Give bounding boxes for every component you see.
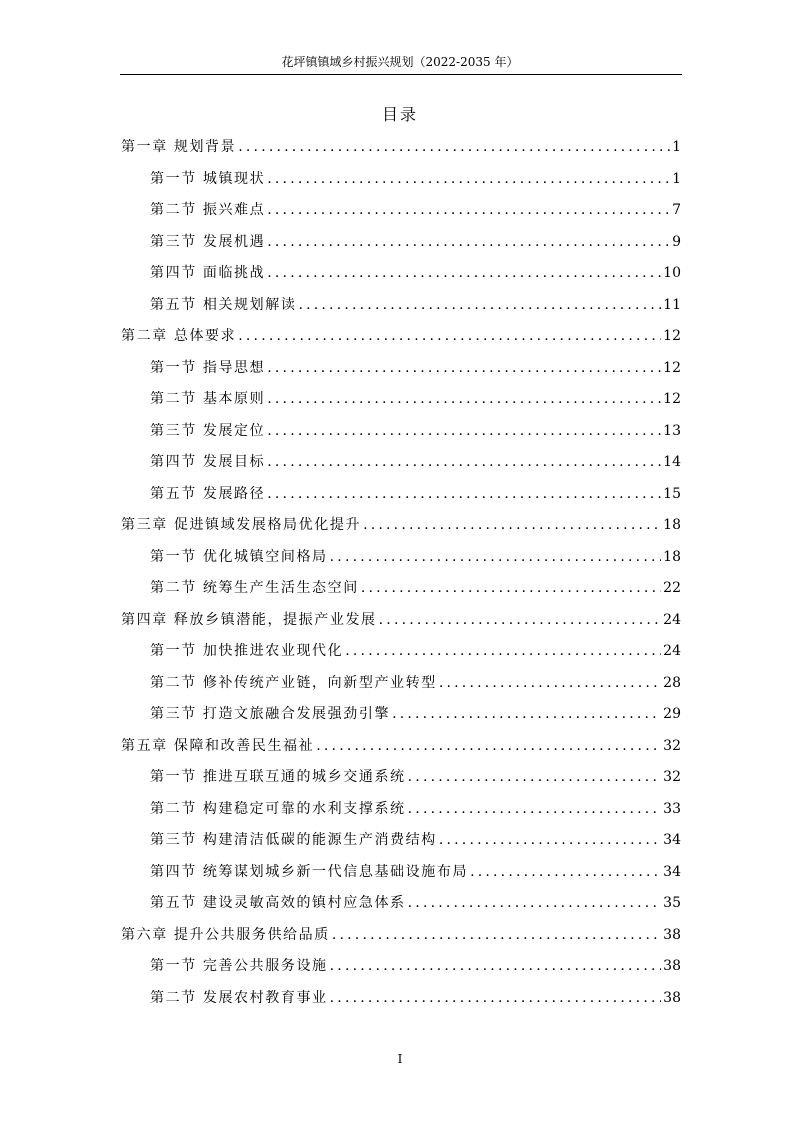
- toc-entry-label: 第二节 振兴难点: [150, 202, 266, 218]
- toc-entry-page: 34: [663, 863, 681, 880]
- toc-entry-page: 29: [663, 706, 681, 722]
- toc-leader-dots: [345, 636, 661, 668]
- toc-chapter-entry[interactable]: [121, 510, 681, 542]
- toc-entry-label: 第一节 城镇现状: [150, 170, 266, 187]
- toc-entry-label: 第二节 修补传统产业链，向新型产业转型: [150, 674, 437, 691]
- toc-entry-page: 13: [663, 422, 681, 439]
- toc-entry-page: 1: [672, 170, 681, 187]
- toc-section-entry[interactable]: [121, 416, 681, 448]
- toc-entry-label: 第三章 促进镇域发展格局优化提升: [121, 517, 362, 533]
- toc-section-entry[interactable]: [121, 164, 681, 196]
- toc-section-entry[interactable]: [121, 888, 681, 920]
- toc-section-entry[interactable]: [121, 636, 681, 668]
- toc-title: 目录: [381, 105, 418, 124]
- toc-leader-dots: [267, 384, 661, 416]
- toc-chapter-entry[interactable]: [121, 321, 681, 353]
- toc-entry-page: 22: [663, 580, 681, 596]
- toc-entry-page: 12: [663, 359, 681, 376]
- page-number: I: [397, 1052, 403, 1066]
- toc-section-entry[interactable]: [121, 983, 681, 1015]
- toc-section-entry[interactable]: [121, 668, 681, 700]
- toc-entry-page: 1: [672, 139, 681, 155]
- toc-leader-dots: [408, 762, 662, 794]
- toc-entry-page: 24: [663, 611, 681, 628]
- toc-leader-dots: [267, 447, 661, 479]
- toc-entry-page: 33: [663, 800, 681, 817]
- toc-entry-label: 第一节 指导思想: [150, 359, 266, 376]
- toc-entry-page: 32: [663, 737, 681, 754]
- toc-section-entry[interactable]: [121, 699, 681, 731]
- toc-leader-dots: [439, 825, 661, 857]
- header-divider: [120, 74, 682, 75]
- toc-chapter-entry[interactable]: [121, 132, 681, 164]
- toc-entry-page: 18: [663, 548, 681, 565]
- toc-leader-dots: [298, 290, 661, 322]
- toc-leader-dots: [470, 857, 661, 889]
- toc-entry-page: 38: [663, 926, 681, 943]
- toc-entry-label: 第五节 建设灵敏高效的镇村应急体系: [150, 895, 406, 911]
- toc-entry-label: 第一节 优化城镇空间格局: [150, 548, 328, 565]
- toc-section-entry[interactable]: [121, 353, 681, 385]
- toc-leader-dots: [330, 983, 662, 1015]
- toc-section-entry[interactable]: [121, 573, 681, 605]
- toc-leader-dots: [363, 510, 661, 542]
- toc-leader-dots: [408, 794, 662, 826]
- toc-leader-dots: [392, 699, 661, 731]
- toc-entry-label: 第五节 发展路径: [150, 485, 266, 502]
- toc-entry-label: 第三节 打造文旅融合发展强劲引擎: [150, 706, 391, 722]
- toc-leader-dots: [267, 353, 661, 385]
- toc-chapter-entry[interactable]: [121, 920, 681, 952]
- toc-leader-dots: [267, 227, 670, 259]
- toc-leader-dots: [408, 888, 662, 920]
- toc-section-entry[interactable]: [121, 857, 681, 889]
- toc-section-entry[interactable]: [121, 794, 681, 826]
- toc-entry-label: 第四章 释放乡镇潜能，提振产业发展: [121, 611, 377, 628]
- toc-entry-label: 第一节 加快推进农业现代化: [150, 643, 344, 659]
- toc-leader-dots: [379, 605, 662, 637]
- toc-section-entry[interactable]: [121, 384, 681, 416]
- toc-entry-label: 第四节 统筹谋划城乡新一代信息基础设施布局: [150, 863, 469, 880]
- toc-entry-page: 34: [663, 832, 681, 848]
- toc-entry-label: 第一节 完善公共服务设施: [150, 958, 328, 974]
- toc-chapter-entry[interactable]: [121, 731, 681, 763]
- toc-leader-dots: [361, 573, 661, 605]
- toc-entry-label: 第四节 发展目标: [150, 454, 266, 470]
- toc-entry-page: 24: [663, 643, 681, 659]
- toc-entry-page: 7: [672, 202, 681, 218]
- toc-leader-dots: [267, 258, 661, 290]
- toc-section-entry[interactable]: [121, 542, 681, 574]
- toc-entry-label: 第一节 推进互联互通的城乡交通系统: [150, 769, 406, 785]
- toc-leader-dots: [267, 479, 661, 511]
- toc-section-entry[interactable]: [121, 951, 681, 983]
- toc-entry-page: 9: [672, 233, 681, 250]
- toc-entry-page: 38: [663, 958, 681, 974]
- toc-section-entry[interactable]: [121, 258, 681, 290]
- toc-entry-page: 12: [663, 391, 681, 407]
- toc-entry-label: 第二章 总体要求: [121, 328, 237, 344]
- toc-entry-label: 第一章 规划背景: [121, 139, 237, 155]
- toc-entry-label: 第二节 基本原则: [150, 391, 266, 407]
- toc-entry-label: 第五节 相关规划解读: [150, 296, 297, 313]
- toc-entry-page: 15: [663, 485, 681, 502]
- toc-entry-label: 第三节 构建清洁低碳的能源生产消费结构: [150, 832, 437, 848]
- toc-leader-dots: [267, 416, 661, 448]
- toc-leader-dots: [238, 132, 670, 164]
- toc-entry-label: 第四节 面临挑战: [150, 265, 266, 281]
- toc-section-entry[interactable]: [121, 447, 681, 479]
- toc-leader-dots: [267, 195, 670, 227]
- page-header: 花坪镇镇域乡村振兴规划（2022-2035 年）: [281, 55, 519, 69]
- toc-leader-dots: [332, 920, 661, 952]
- toc-entry-page: 11: [663, 296, 681, 313]
- toc-leader-dots: [330, 542, 662, 574]
- toc-section-entry[interactable]: [121, 825, 681, 857]
- toc-section-entry[interactable]: [121, 227, 681, 259]
- toc-section-entry[interactable]: [121, 290, 681, 322]
- toc-entry-page: 14: [663, 454, 681, 470]
- toc-entry-page: 12: [663, 328, 681, 344]
- toc-entry-label: 第三节 发展定位: [150, 422, 266, 439]
- toc-entry-page: 10: [663, 265, 681, 281]
- toc-list: [121, 132, 681, 1014]
- toc-entry-page: 18: [663, 517, 681, 533]
- toc-entry-label: 第二节 发展农村教育事业: [150, 989, 328, 1006]
- toc-section-entry[interactable]: [121, 762, 681, 794]
- toc-entry-label: 第二节 构建稳定可靠的水利支撑系统: [150, 800, 406, 817]
- toc-entry-page: 38: [663, 989, 681, 1006]
- toc-entry-label: 第二节 统筹生产生活生态空间: [150, 580, 359, 596]
- toc-leader-dots: [316, 731, 661, 763]
- toc-leader-dots: [439, 668, 661, 700]
- toc-entry-label: 第五章 保障和改善民生福祉: [121, 737, 315, 754]
- toc-leader-dots: [267, 164, 670, 196]
- toc-entry-page: 28: [663, 674, 681, 691]
- toc-section-entry[interactable]: [121, 195, 681, 227]
- toc-entry-page: 35: [663, 895, 681, 911]
- toc-entry-label: 第六章 提升公共服务供给品质: [121, 926, 330, 943]
- toc-chapter-entry[interactable]: [121, 605, 681, 637]
- toc-leader-dots: [238, 321, 661, 353]
- toc-entry-label: 第三节 发展机遇: [150, 233, 266, 250]
- toc-section-entry[interactable]: [121, 479, 681, 511]
- toc-entry-page: 32: [663, 769, 681, 785]
- toc-leader-dots: [330, 951, 662, 983]
